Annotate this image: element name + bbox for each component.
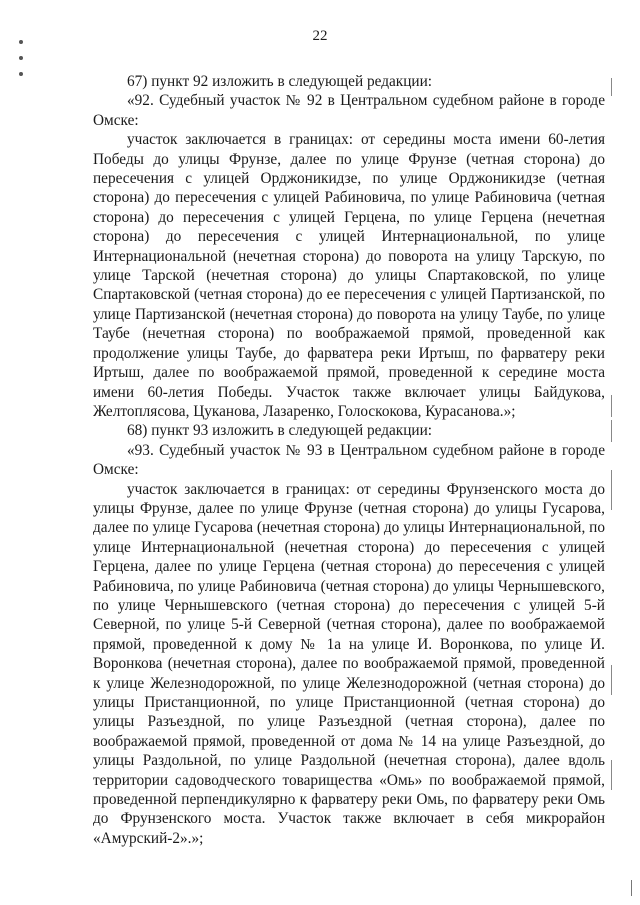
item-title: «93. Судебный участок № 93 в Центральном судебном районе в городе Омске:: [93, 441, 605, 479]
amendment-item-68: [93, 421, 605, 848]
right-margin-rule: [611, 78, 612, 96]
item-title: «92. Судебный участок № 92 в Центральном судебном районе в городе Омске:: [93, 92, 605, 129]
amendment-item-67: [93, 72, 605, 421]
item-heading: 68) пункт 93 изложить в следующей редакции:: [127, 422, 433, 440]
bottom-edge-tick: [631, 880, 632, 896]
item-heading: 67) пункт 92 изложить в следующей редакции:: [127, 73, 433, 90]
right-margin-rule: [611, 760, 612, 790]
left-margin-mark: [19, 40, 23, 44]
left-margin-mark: [19, 72, 23, 76]
page-number: 22: [312, 28, 328, 44]
left-margin-mark: [19, 56, 23, 60]
item-body: участок заключается в границах: от середины моста имени 60-летия Победы до улицы Фрунзе, далее по улице Фрунзе (четная сторона) до пересечения с улицей Орджоникидзе, по улице Орджоникидзе (четная сторона) до пересечения с улицей Рабиновича, по улице Рабиновича (четная сторона) до пересечения с улицей Герцена, по улице Герцена (нечетная сторона) до пересечения с улицей Интернациональной, по улице Интернациональной (нечетная сторона) до поворота на улицу Тарскую, по улице Тарской (нечетная сторона) до улицы Спартаковской, по улице Спартаковской (четная сторона) до ее пересечения с улицей Партизанской, по улице Партизанской (нечетная сторона) до поворота на улицу Таубе, по улице Таубе (нечетная сторона) по воображаемой прямой, проведенной как продолжение улицы Таубе, до фарватера реки Иртыш, по фарватеру реки Иртыш, далее по воображаемой прямой, проведенной к середине моста имени 60-летия Победы. Участок также включает улицы Байдукова, Желтоплясова, Цуканова, Лазаренко, Голоскокова, Курасанова.»;: [93, 131, 605, 420]
right-margin-rule: [611, 470, 612, 510]
item-body: участок заключается в границах: от середины Фрунзенского моста до улицы Фрунзе, далее по улице Фрунзе (четная сторона) до улицы Гусарова, далее по улице Гусарова (нечетная сторона) до улицы Интернациональной, по улице Интернациональной (нечетная сторона) до пересечения с улицей Герцена, далее по улице Герцена (четная сторона) до пересечения с улицей Рабиновича, по улице Рабиновича (четная сторона) до улицы Чернышевского, по улице Чернышевского (четная сторона) до пересечения с улицей 5-й Северной, по улице 5-й Северной (четная сторона), далее по воображаемой прямой, проведенной к дому № 1а на улице И. Воронкова, по улице И. Воронкова (нечетная сторона), далее по воображаемой прямой, проведенной к улице Железнодорожной, по улице Железнодорожной (четная сторона) до улицы Пристанционной, по улице Пристанционной (четная сторона) до улицы Разъездной, по улице Разъездной (четная сторона), далее по воображаемой прямой, проведенной от дома № 14 на улице Разъездной, до улицы Раздольной, по улице Раздольной (нечетная сторона), далее вдоль территории садоводческого товарищества «Омь» по воображаемой прямой, проведенной перпендикулярно к фарватеру реки Омь, по фарватеру реки Омь до Фрунзенского моста. Участок также включает в себя микрорайон «Амурский-2».»;: [93, 480, 605, 847]
right-margin-rule: [611, 395, 612, 417]
right-margin-rule: [611, 665, 612, 695]
right-margin-rule: [611, 420, 612, 442]
document-body: [93, 72, 605, 848]
